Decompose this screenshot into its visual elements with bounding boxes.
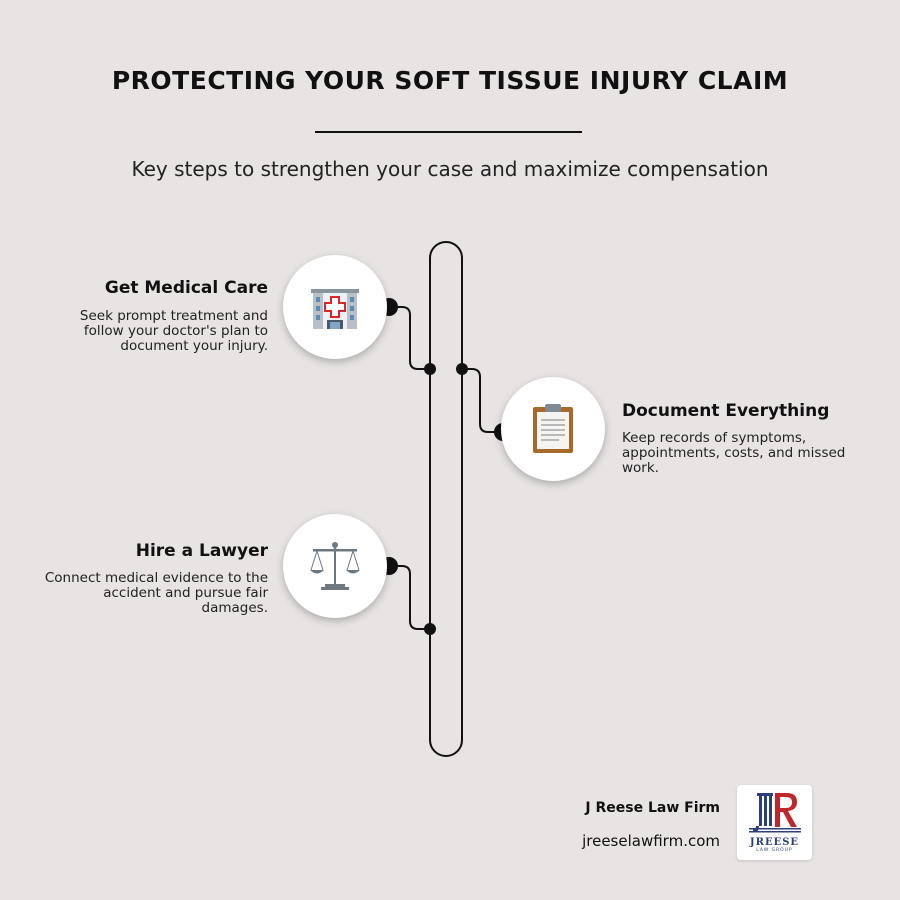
hospital-icon	[309, 281, 361, 333]
step-desc-lawyer: Connect medical evidence to the accident and pursue fair damages.	[44, 570, 268, 616]
page-title: PROTECTING YOUR SOFT TISSUE INJURY CLAIM	[111, 66, 789, 95]
firm-logo	[737, 785, 812, 860]
document-icon-circle	[501, 377, 605, 481]
step-title-lawyer: Hire a Lawyer	[135, 541, 268, 561]
firm-website-link[interactable]: jreeselawfirm.com	[582, 832, 720, 850]
connector-dot-lawyer-end	[424, 623, 436, 635]
page-subtitle: Key steps to strengthen your case and maximize compensation	[131, 157, 769, 181]
connector-dot-document-start	[456, 363, 468, 375]
logo-text: JREESE	[749, 837, 800, 848]
clipboard-icon	[529, 403, 577, 455]
step-desc-document: Keep records of symptoms, appointments, costs, and missed work.	[622, 430, 846, 476]
lawyer-icon-circle	[283, 514, 387, 618]
step-title-document: Document Everything	[622, 401, 830, 421]
logo-subtext: LAW GROUP	[756, 848, 793, 853]
firm-name: J Reese Law Firm	[585, 800, 720, 816]
connector-document	[462, 369, 503, 432]
connector-dot-medical-end	[424, 363, 436, 375]
medical-icon-circle	[283, 255, 387, 359]
scales-icon	[307, 540, 363, 592]
timeline-track	[430, 242, 462, 756]
connector-lawyer	[389, 566, 430, 629]
step-desc-medical: Seek prompt treatment and follow your doctor's plan to document your injury.	[79, 308, 268, 354]
step-title-medical: Get Medical Care	[104, 278, 268, 298]
logo-mark-icon	[737, 785, 812, 837]
connector-medical	[389, 307, 430, 369]
